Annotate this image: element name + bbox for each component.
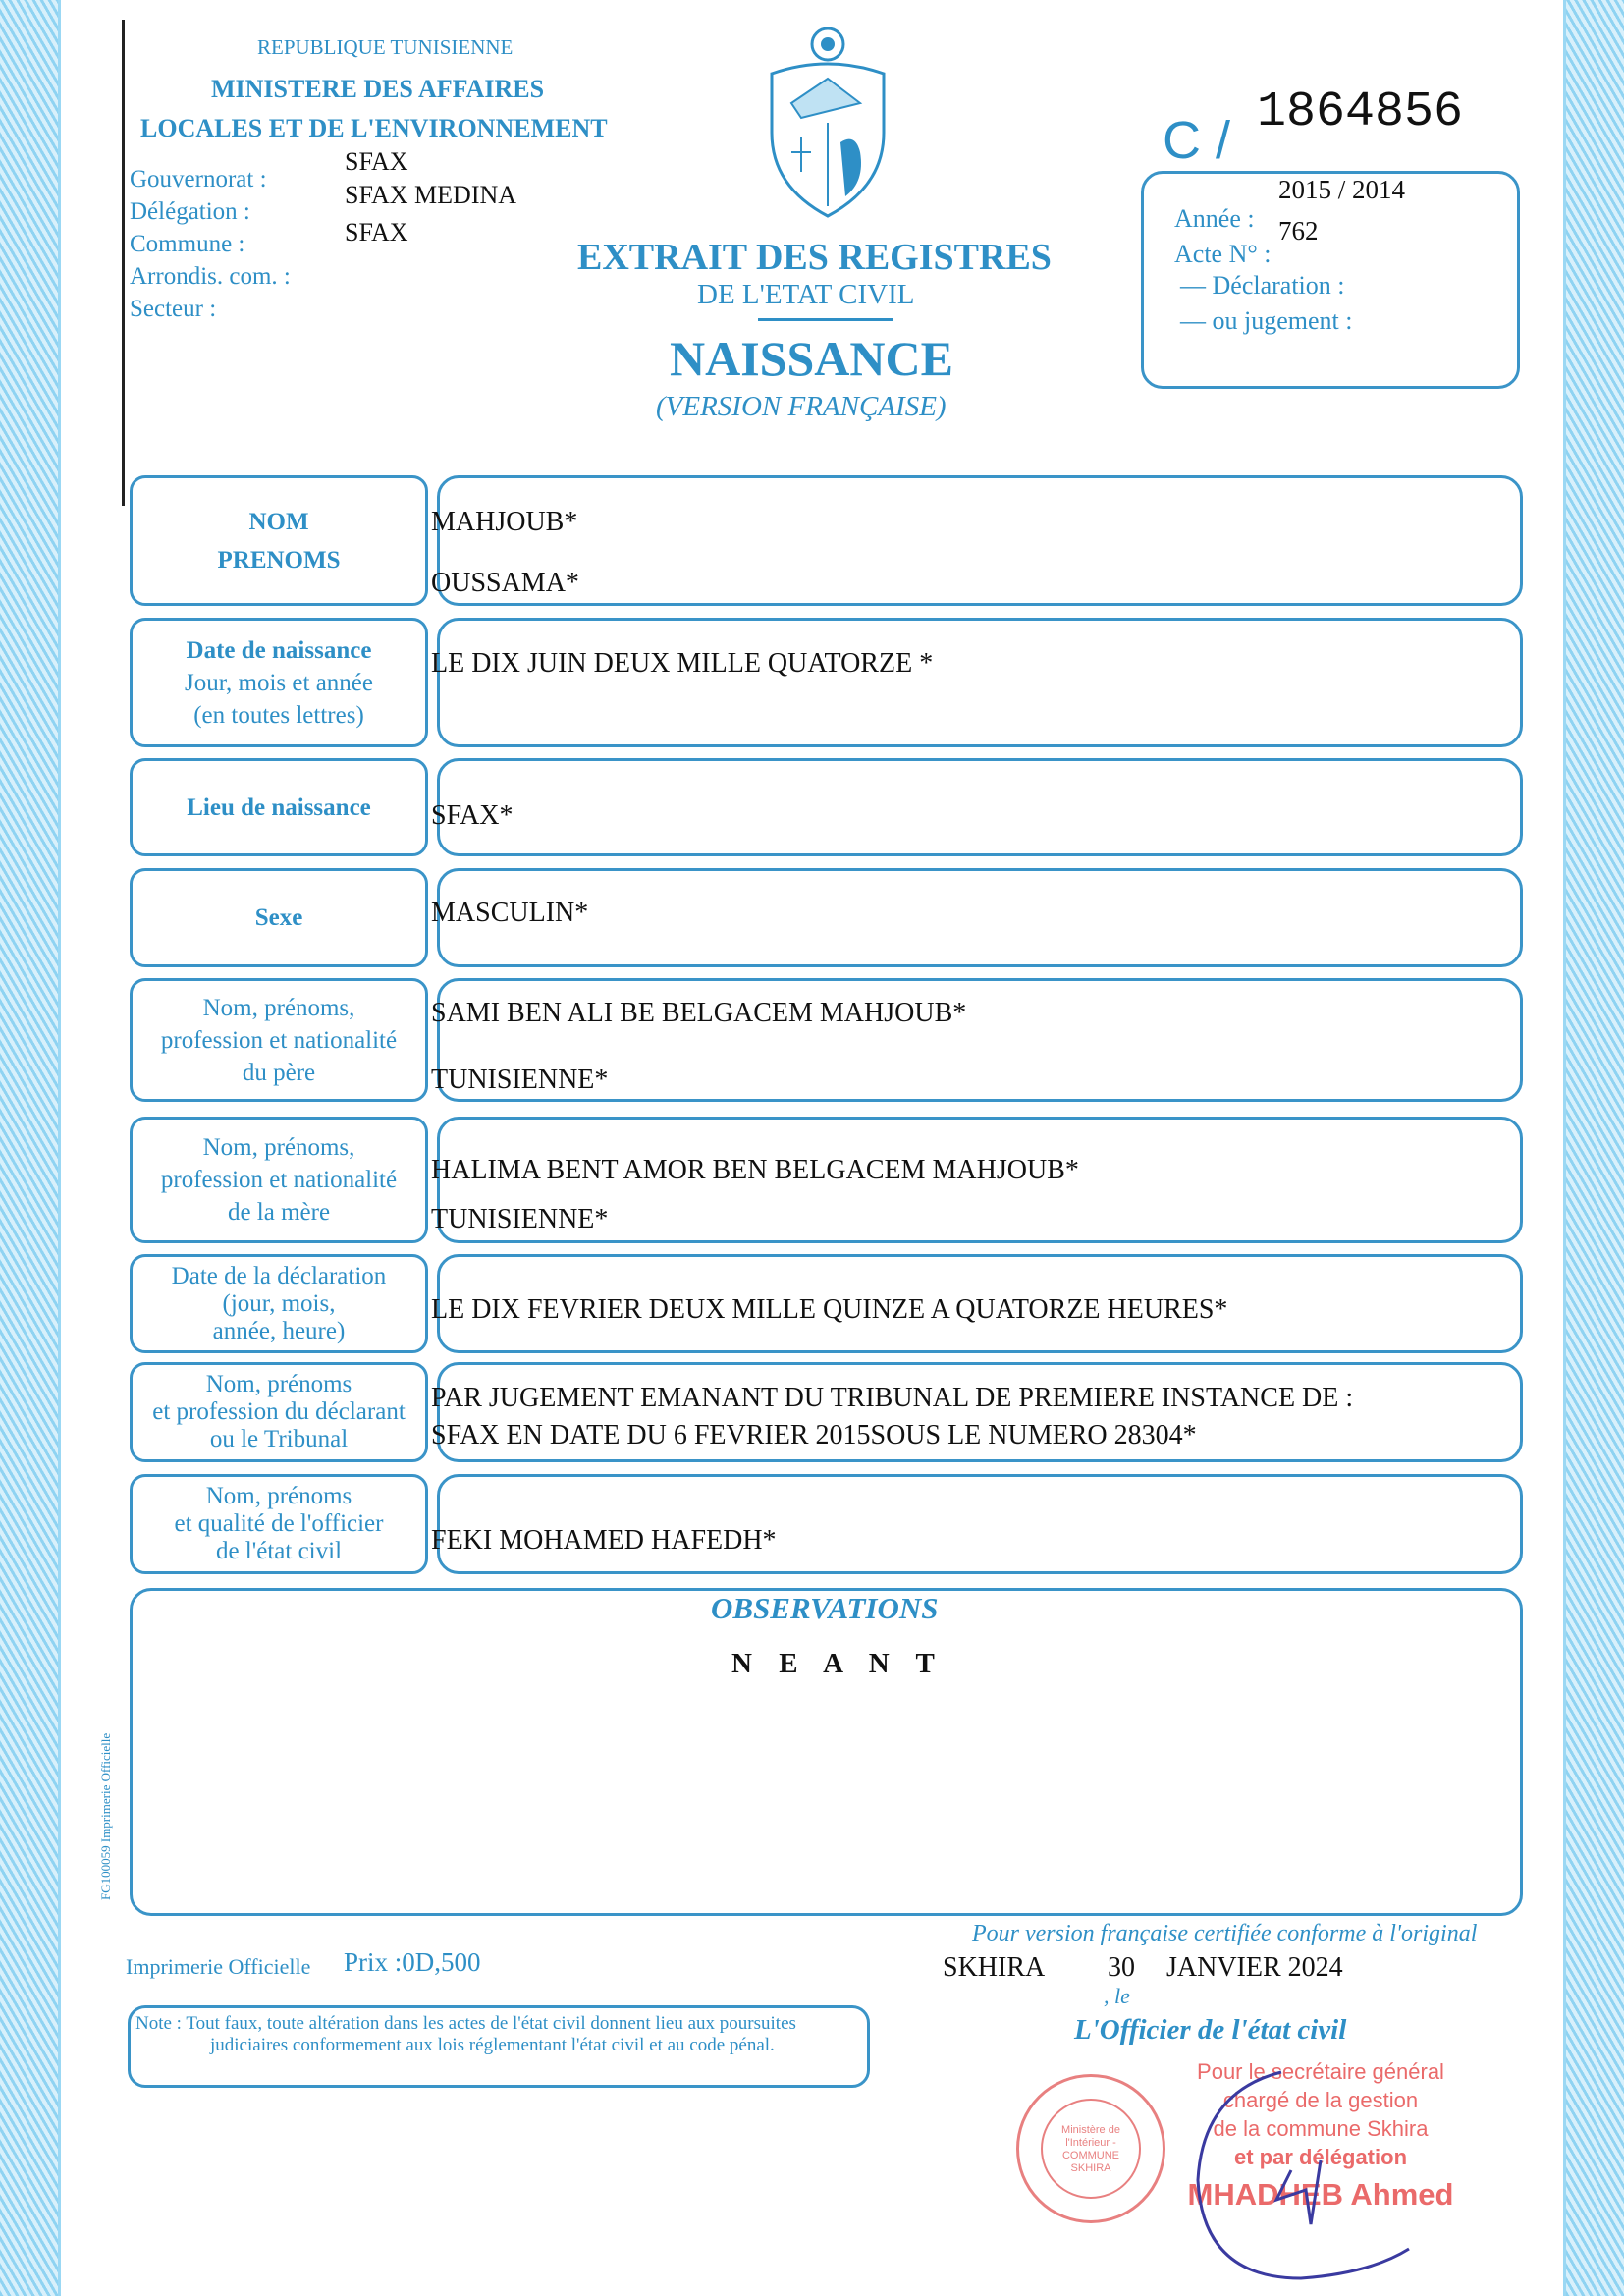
admin-labels xyxy=(130,163,291,325)
label-line: et qualité de l'officier xyxy=(174,1510,384,1537)
label-mere xyxy=(130,1117,428,1243)
observations-title: OBSERVATIONS xyxy=(711,1591,939,1625)
tunisia-coat-of-arms-icon xyxy=(762,25,893,221)
label-line: profession et nationalité xyxy=(160,1167,398,1193)
note-text: Note : Tout faux, toute altération dans les actes de l'état civil donnent lieu aux poursuites judiciaires conformement aux lois réglementant l'état civil et au code pénal. xyxy=(135,2013,796,2055)
stamp-line: de la commune Skhira xyxy=(1213,2116,1429,2141)
label-line: Lieu de naissance xyxy=(187,793,371,821)
printer-label: Imprimerie Officielle xyxy=(126,1954,311,1979)
declarant-value-line2: SFAX EN DATE DU 6 FEVRIER 2015SOUS LE NUMERO 28304* xyxy=(431,1420,1197,1450)
certified-text: Pour version française certifiée conforme à l'original xyxy=(972,1921,1478,1946)
observations-box xyxy=(130,1588,1523,1916)
le-label: , le xyxy=(1104,1984,1130,2008)
ministry-line1: MINISTERE DES AFFAIRES xyxy=(211,75,545,103)
date-naissance-value: LE DIX JUIN DEUX MILLE QUATORZE * xyxy=(431,648,934,679)
label-line: Jour, mois et année xyxy=(184,669,373,696)
seal-text: Ministère de l'Intérieur - COMMUNE SKHIRA xyxy=(1061,2124,1120,2174)
year-value: 2015 / 2014 xyxy=(1278,175,1406,204)
declarant-value-line1: PAR JUGEMENT EMANANT DU TRIBUNAL DE PREMIERE INSTANCE DE : xyxy=(431,1383,1354,1413)
security-border-right xyxy=(1563,0,1624,2296)
label-line: et profession du déclarant xyxy=(152,1398,406,1425)
lieu-naissance-value: SFAX* xyxy=(431,800,514,831)
delegation-value: SFAX MEDINA xyxy=(345,181,517,209)
date-declaration-value: LE DIX FEVRIER DEUX MILLE QUINZE A QUATORZE HEURES* xyxy=(431,1294,1228,1325)
stamp-line: et par délégation xyxy=(1233,2145,1408,2169)
value-box-date-naissance xyxy=(437,618,1523,747)
price-label: Prix :0D,500 xyxy=(344,1947,481,1977)
label-line: de l'état civil xyxy=(215,1538,343,1564)
label-pere xyxy=(130,978,428,1102)
margin-line xyxy=(122,20,125,506)
title-extrait: EXTRAIT DES REGISTRES xyxy=(577,237,1052,278)
title-etat-civil: DE L'ETAT CIVIL xyxy=(697,279,915,310)
delegation-label: Délégation : xyxy=(130,198,250,225)
security-border-left xyxy=(0,0,61,2296)
annee-label: Année : xyxy=(1174,204,1255,233)
stamp-line: MHADHEB Ahmed xyxy=(1187,2177,1454,2212)
acte-value: 762 xyxy=(1278,216,1319,246)
title-version: (VERSION FRANÇAISE) xyxy=(656,391,947,422)
place-value: SKHIRA xyxy=(943,1952,1046,1983)
stamp-line: chargé de la gestion xyxy=(1222,2088,1419,2112)
republic-label: REPUBLIQUE TUNISIENNE xyxy=(257,35,514,59)
value-box-sexe xyxy=(437,868,1523,967)
serial-number: 1864856 xyxy=(1257,84,1464,140)
label-date-naissance xyxy=(130,618,428,747)
label-line: profession et nationalité xyxy=(160,1026,398,1054)
label-declarant xyxy=(130,1362,428,1462)
label-line: Nom, prénoms, xyxy=(202,994,355,1021)
label-line: du père xyxy=(242,1059,316,1086)
signature xyxy=(1183,2062,1429,2288)
label-line: ou le Tribunal xyxy=(209,1426,349,1452)
secteur-label: Secteur : xyxy=(130,296,217,322)
title-divider xyxy=(758,318,893,321)
label-line: PRENOMS xyxy=(217,546,341,574)
jugement-label: — ou jugement : xyxy=(1180,306,1353,335)
label-line: Date de la déclaration xyxy=(171,1262,387,1289)
acte-label: Acte N° : xyxy=(1174,240,1272,268)
officier-value: FEKI MOHAMED HAFEDH* xyxy=(431,1525,777,1556)
officer-title: L'Officier de l'état civil xyxy=(1074,2014,1347,2046)
label-line: Nom, prénoms, xyxy=(202,1134,355,1161)
label-line: (jour, mois, xyxy=(222,1289,336,1317)
pere-nom-value: SAMI BEN ALI BE BELGACEM MAHJOUB* xyxy=(431,998,967,1028)
ministry-line2: LOCALES ET DE L'ENVIRONNEMENT xyxy=(140,114,608,142)
day-value: 30 xyxy=(1108,1952,1135,1983)
municipal-seal-stamp xyxy=(1016,2074,1165,2223)
label-date-declaration xyxy=(130,1254,428,1353)
label-lieu-naissance xyxy=(130,758,428,856)
prenom-value: OUSSAMA* xyxy=(431,568,579,598)
label-line: NOM xyxy=(248,508,309,535)
side-print-code: FG100059 Imprimerie Officielle xyxy=(98,1732,113,1900)
label-line: Date de naissance xyxy=(186,636,372,664)
label-officier xyxy=(130,1474,428,1574)
sexe-value: MASCULIN* xyxy=(431,898,589,928)
label-line: Sexe xyxy=(254,904,303,931)
label-nom-prenoms xyxy=(130,475,428,606)
nom-value: MAHJOUB* xyxy=(431,507,578,537)
gouvernorat-value: SFAX xyxy=(345,147,408,176)
title-naissance: NAISSANCE xyxy=(670,331,953,386)
declaration-label: — Déclaration : xyxy=(1180,271,1345,300)
label-line: Nom, prénoms xyxy=(205,1371,352,1397)
gouvernorat-label: Gouvernorat : xyxy=(130,166,267,192)
label-line: de la mère xyxy=(227,1199,331,1226)
stamp-line: Pour le secrétaire général xyxy=(1197,2059,1444,2084)
arrondissement-label: Arrondis. com. : xyxy=(130,263,291,290)
serial-prefix: C / xyxy=(1163,111,1231,170)
label-line: (en toutes lettres) xyxy=(193,701,364,729)
label-line: Nom, prénoms xyxy=(205,1483,352,1509)
label-line: année, heure) xyxy=(212,1317,346,1344)
label-sexe xyxy=(130,868,428,967)
commune-value: SFAX xyxy=(345,218,408,246)
commune-label: Commune : xyxy=(130,231,245,257)
month-year-value: JANVIER 2024 xyxy=(1166,1952,1343,1983)
mere-nationalite-value: TUNISIENNE* xyxy=(431,1204,609,1234)
observations-value: N E A N T xyxy=(731,1648,945,1679)
pere-nationalite-value: TUNISIENNE* xyxy=(431,1065,609,1095)
value-box-lieu xyxy=(437,758,1523,856)
mere-nom-value: HALIMA BENT AMOR BEN BELGACEM MAHJOUB* xyxy=(431,1155,1079,1185)
value-box-officier xyxy=(437,1474,1523,1574)
value-box-nom xyxy=(437,475,1523,606)
